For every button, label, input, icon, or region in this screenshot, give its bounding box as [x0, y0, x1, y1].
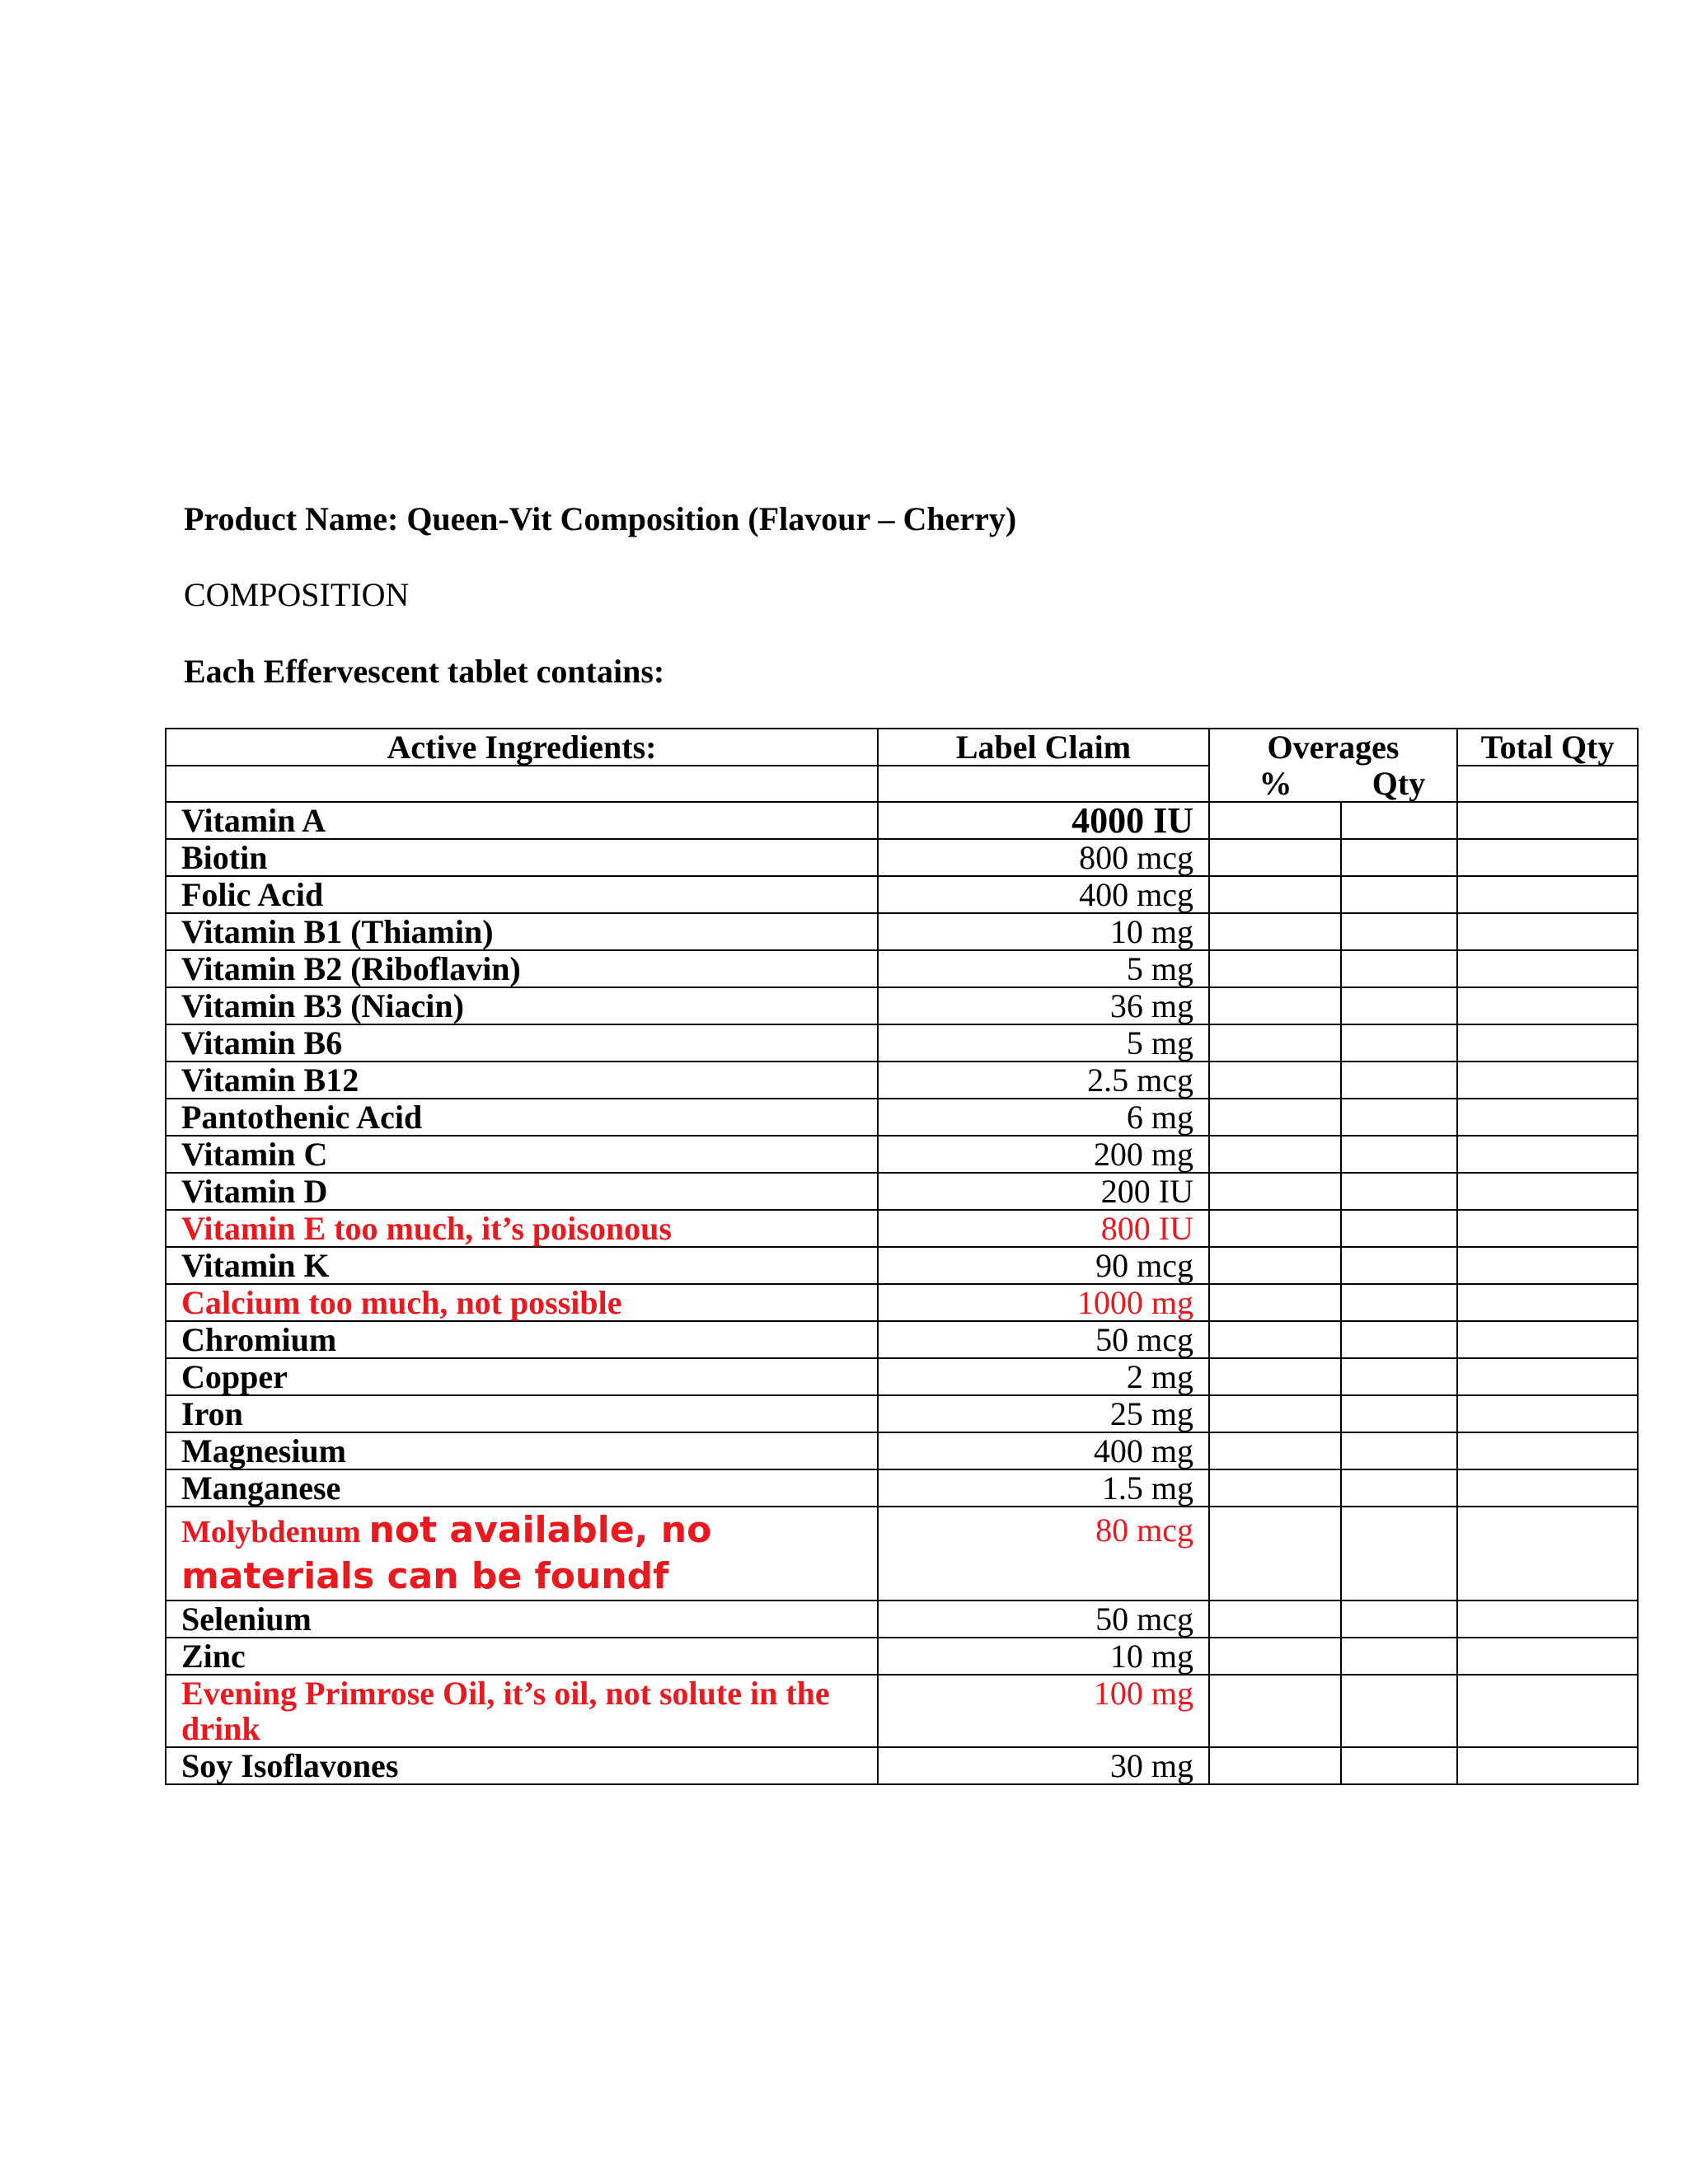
ingredient-name: Chromium [166, 1321, 878, 1358]
label-claim-value: 5 mg [878, 950, 1209, 987]
label-claim-value: 4000 IU [878, 802, 1209, 839]
label-claim-value: 200 mg [878, 1136, 1209, 1173]
label-claim-header: Label Claim [878, 729, 1209, 766]
label-claim-value: 400 mcg [878, 876, 1209, 913]
ingredient-name: Pantothenic Acid [166, 1099, 878, 1136]
annotation-note: not available, no materials can be foundf [181, 1509, 712, 1597]
label-claim-value: 30 mg [878, 1747, 1209, 1784]
label-claim-value: 100 mg [878, 1675, 1209, 1747]
ingredient-name: Copper [166, 1358, 878, 1395]
ingredient-name: Biotin [166, 839, 878, 876]
table-row [166, 1321, 1638, 1358]
table-row [166, 876, 1638, 913]
table-row-flagged [166, 1507, 1638, 1601]
label-claim-value: 90 mcg [878, 1247, 1209, 1284]
table-row-flagged [166, 1210, 1638, 1247]
total-qty-header: Total Qty [1457, 729, 1638, 766]
table-row [166, 950, 1638, 987]
table-row [166, 1432, 1638, 1469]
product-name-title: Product Name: Queen-Vit Composition (Flavour – Cherry) [184, 500, 1017, 537]
table-row [166, 987, 1638, 1024]
composition-heading: COMPOSITION [184, 576, 410, 613]
label-claim-value: 36 mg [878, 987, 1209, 1024]
empty-cell [1457, 766, 1638, 802]
label-claim-value: 50 mcg [878, 1321, 1209, 1358]
label-claim-value: 400 mg [878, 1432, 1209, 1469]
label-claim-value: 200 IU [878, 1173, 1209, 1210]
active-ingredients-header: Active Ingredients: [166, 729, 878, 766]
table-row [166, 913, 1638, 950]
label-claim-value: 50 mcg [878, 1601, 1209, 1638]
ingredient-name: Selenium [166, 1601, 878, 1638]
overage-qty-header: Qty [1341, 766, 1457, 802]
table-row [166, 1747, 1638, 1784]
table-row-flagged [166, 1675, 1638, 1747]
label-claim-value: 5 mg [878, 1024, 1209, 1062]
label-claim-value: 2 mg [878, 1358, 1209, 1395]
composition-table [165, 728, 1639, 1785]
table-row [166, 1358, 1638, 1395]
table-row [166, 839, 1638, 876]
label-claim-value: 2.5 mcg [878, 1062, 1209, 1099]
label-claim-value: 10 mg [878, 913, 1209, 950]
ingredient-name: Vitamin B2 (Riboflavin) [166, 950, 878, 987]
label-claim-value: 80 mcg [878, 1507, 1209, 1601]
table-row [166, 1024, 1638, 1062]
table-row [166, 1469, 1638, 1507]
label-claim-value: 1.5 mg [878, 1469, 1209, 1507]
table-row [166, 1173, 1638, 1210]
label-claim-value: 6 mg [878, 1099, 1209, 1136]
ingredient-name: Vitamin A [166, 802, 878, 839]
overage-percent-header: % [1209, 766, 1341, 802]
table-row [166, 1099, 1638, 1136]
ingredient-name: Zinc [166, 1638, 878, 1675]
ingredient-name: Vitamin B3 (Niacin) [166, 987, 878, 1024]
label-claim-value: 800 IU [878, 1210, 1209, 1247]
ingredient-name: Vitamin C [166, 1136, 878, 1173]
table-header-row [166, 729, 1638, 766]
ingredient-name: Vitamin B6 [166, 1024, 878, 1062]
ingredient-name: Vitamin D [166, 1173, 878, 1210]
overages-header: Overages [1209, 729, 1457, 766]
table-row [166, 1395, 1638, 1432]
ingredient-name-annotated: Vitamin E too much, it’s poisonous [166, 1210, 878, 1247]
table-row-flagged [166, 1284, 1638, 1321]
ingredient-name: Vitamin B1 (Thiamin) [166, 913, 878, 950]
ingredient-name: Iron [166, 1395, 878, 1432]
ingredient-name-annotated [166, 1507, 878, 1601]
table-row [166, 1062, 1638, 1099]
table-row [166, 1136, 1638, 1173]
empty-cell [166, 766, 878, 802]
table-subheader-row [166, 766, 1638, 802]
table-row [166, 1247, 1638, 1284]
tablet-contains-subheading: Each Effervescent tablet contains: [184, 653, 665, 690]
ingredient-name: Vitamin B12 [166, 1062, 878, 1099]
table-row [166, 802, 1638, 839]
ingredient-name: Manganese [166, 1469, 878, 1507]
ingredient-name: Magnesium [166, 1432, 878, 1469]
ingredient-name-annotated: Calcium too much, not possible [166, 1284, 878, 1321]
empty-cell [878, 766, 1209, 802]
ingredient-name: Folic Acid [166, 876, 878, 913]
ingredient-name-annotated: Evening Primrose Oil, it’s oil, not solute in the drink [166, 1675, 878, 1747]
ingredient-name: Vitamin K [166, 1247, 878, 1284]
label-claim-value: 1000 mg [878, 1284, 1209, 1321]
table-row [166, 1601, 1638, 1638]
label-claim-value: 25 mg [878, 1395, 1209, 1432]
label-claim-value: 800 mcg [878, 839, 1209, 876]
label-claim-value: 10 mg [878, 1638, 1209, 1675]
ingredient-name: Soy Isoflavones [166, 1747, 878, 1784]
ingredient-name: Molybdenum [181, 1515, 361, 1549]
table-row [166, 1638, 1638, 1675]
